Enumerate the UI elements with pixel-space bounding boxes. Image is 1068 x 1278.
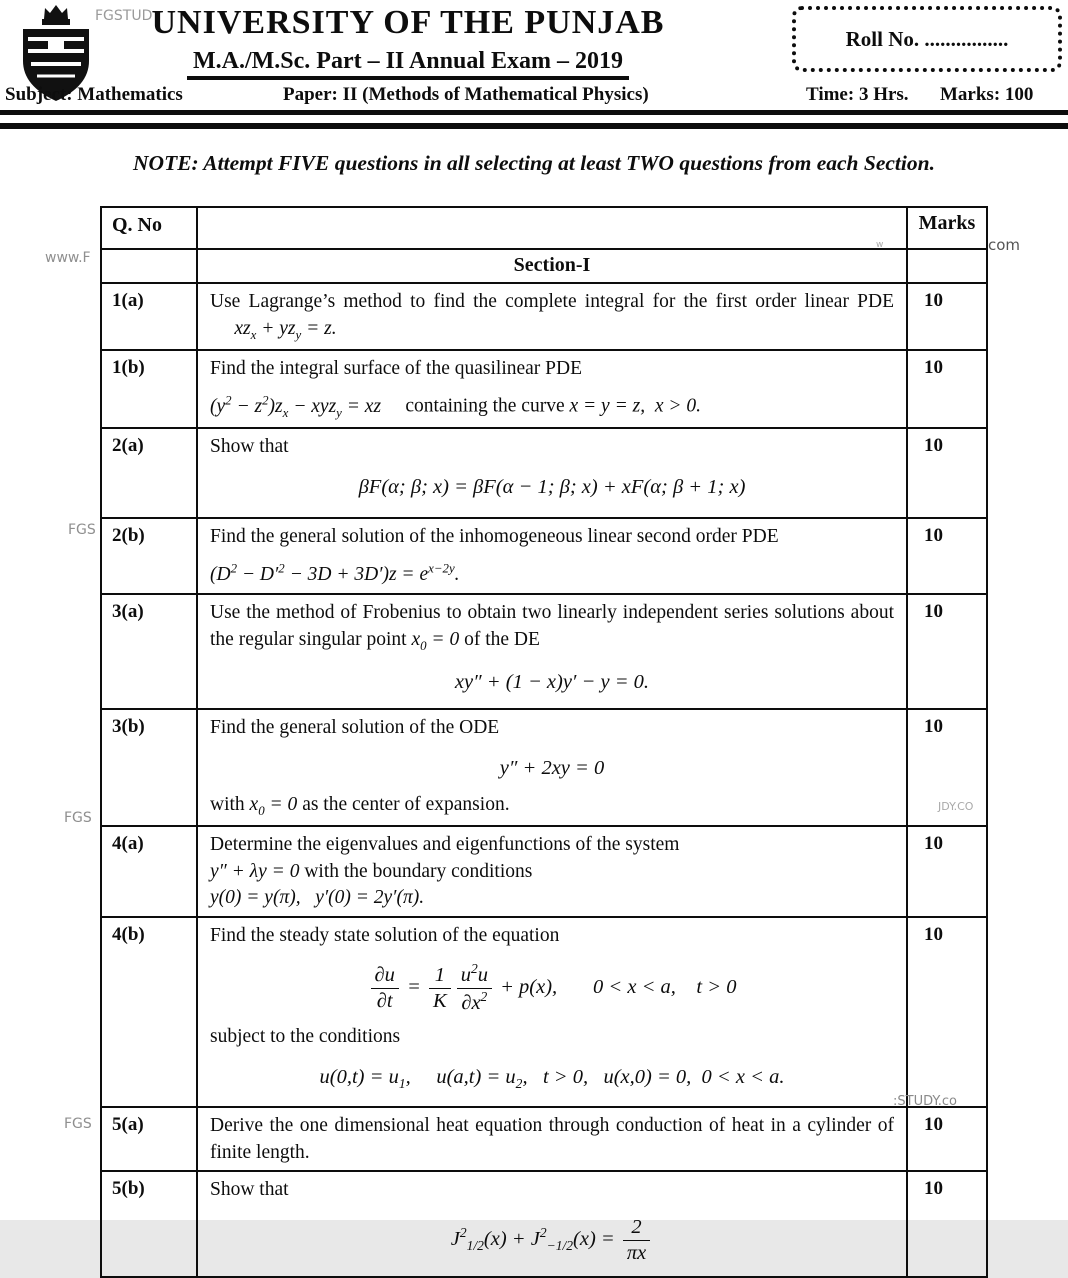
question-text: Find the integral surface of the quasilinear PDE $(y^2 - z^2)z_x - xyz_y$ = xz containing the curve x = y = z, x > 0.: [197, 350, 907, 428]
question-marks: 10: [907, 283, 987, 350]
question-text: Find the general solution of the inhomogeneous linear second order PDE $(D^2 - D'^2 - 3D + 3D')z = e^{x-2y}$.: [197, 518, 907, 594]
question-marks: 10: [907, 428, 987, 518]
question-number: 4(b): [101, 917, 197, 1106]
watermark-fgs: FGS: [64, 810, 92, 826]
paper-header: [0, 0, 1068, 108]
subject-row: [0, 84, 1068, 108]
table-row: [101, 350, 987, 428]
question-text: Use the method of Frobenius to obtain two linearly independent series solutions about the regular singular point $x_0 = 0$ of the DE xy″ + (1 − x)y′ − y = 0.: [197, 594, 907, 709]
question-number: 4(a): [101, 826, 197, 918]
question-number: 1(b): [101, 350, 197, 428]
question-table-body: [101, 207, 987, 1277]
table-row: [101, 1171, 987, 1277]
watermark-jdy: JDY.CO: [938, 800, 974, 813]
watermark-fgstud: FGSTUD: [95, 8, 153, 24]
question-number: 3(b): [101, 709, 197, 826]
section-marks-cell: [907, 249, 987, 283]
section-row: [101, 249, 987, 283]
exam-line: M.A./M.Sc. Part – II Annual Exam – 2019: [187, 48, 629, 80]
question-marks: 10: [907, 518, 987, 594]
section-title: Section-I: [197, 249, 907, 283]
question-number: 2(b): [101, 518, 197, 594]
question-number: 5(b): [101, 1171, 197, 1277]
instruction-note: NOTE: Attempt FIVE questions in all selecting at least TWO questions from each Section.: [133, 151, 935, 175]
table-row: [101, 428, 987, 518]
table-row: [101, 283, 987, 350]
question-marks: 10: [907, 350, 987, 428]
question-number: 1(a): [101, 283, 197, 350]
question-marks: 10: [907, 709, 987, 826]
watermark-fgs: FGS: [64, 1116, 92, 1132]
table-row: [101, 1107, 987, 1172]
subject-label: Subject: Mathematics: [5, 84, 183, 105]
question-text: Use Lagrange’s method to find the complete integral for the first order linear PDE $xz_x + yz_y = z$.: [197, 283, 907, 350]
table-row: [101, 518, 987, 594]
question-text: Find the general solution of the ODE y″ + 2xy = 0 with $x_0 = 0$ as the center of expansion.: [197, 709, 907, 826]
question-marks: 10: [907, 1107, 987, 1172]
question-column-header: [197, 207, 907, 249]
question-text: Derive the one dimensional heat equation through conduction of heat in a cylinder of finite length.: [197, 1107, 907, 1172]
roll-no-box: [792, 6, 1062, 72]
watermark-www: www.F: [45, 250, 91, 266]
question-marks: 10: [907, 594, 987, 709]
table-row: [101, 709, 987, 826]
qno-column-header: Q. No: [101, 207, 197, 249]
roll-no-label: Roll No. ................: [845, 26, 1009, 51]
watermark-w: w: [876, 240, 884, 250]
section-qno-cell: [101, 249, 197, 283]
table-row: [101, 917, 987, 1106]
table-row: [101, 826, 987, 918]
question-number: 3(a): [101, 594, 197, 709]
table-header-row: [101, 207, 987, 249]
question-number: 5(a): [101, 1107, 197, 1172]
question-table: [100, 206, 988, 1278]
header-divider-rule: [0, 110, 1068, 129]
question-marks: 10: [907, 1171, 987, 1277]
total-marks-label: Marks: 100: [940, 84, 1034, 105]
question-text: Show that βF(α; β; x) = βF(α − 1; β; x) + xF(α; β + 1; x): [197, 428, 907, 518]
time-label: Time: 3 Hrs.: [806, 84, 909, 105]
question-marks: 10: [907, 917, 987, 1106]
marks-column-header: Marks: [907, 207, 987, 249]
question-number: 2(a): [101, 428, 197, 518]
university-title: UNIVERSITY OF THE PUNJAB: [151, 4, 665, 41]
question-text: Determine the eigenvalues and eigenfunctions of the system y″ + λy = 0 with the boundary conditions y(0) = y(π), y′(0) = 2y′(π).: [197, 826, 907, 918]
question-marks: 10: [907, 826, 987, 918]
paper-label: Paper: II (Methods of Mathematical Physics): [283, 84, 649, 105]
question-text: Show that $J^2_{1/2}(x) + J^2_{-1/2}(x)$ = $\frac{2}{\pi x}$: [197, 1171, 907, 1277]
question-text: Find the steady state solution of the equation $\frac{\partial u}{\partial t}$ = $\frac{1}{K}$ $\frac{u^2u}{\partial x^2}$ + p(x), 0 < x < a, t > 0 subject to the conditions $u(0,t) = u_1$, $u(a,t) = u_2$, t > 0, u(x,0) = 0, 0 < x < a.: [197, 917, 907, 1106]
title-block: [128, 4, 688, 80]
watermark-com: com: [988, 236, 1021, 254]
watermark-study: :STUDY.co: [893, 1094, 957, 1109]
watermark-fgs: FGS: [68, 522, 96, 538]
table-row: [101, 594, 987, 709]
